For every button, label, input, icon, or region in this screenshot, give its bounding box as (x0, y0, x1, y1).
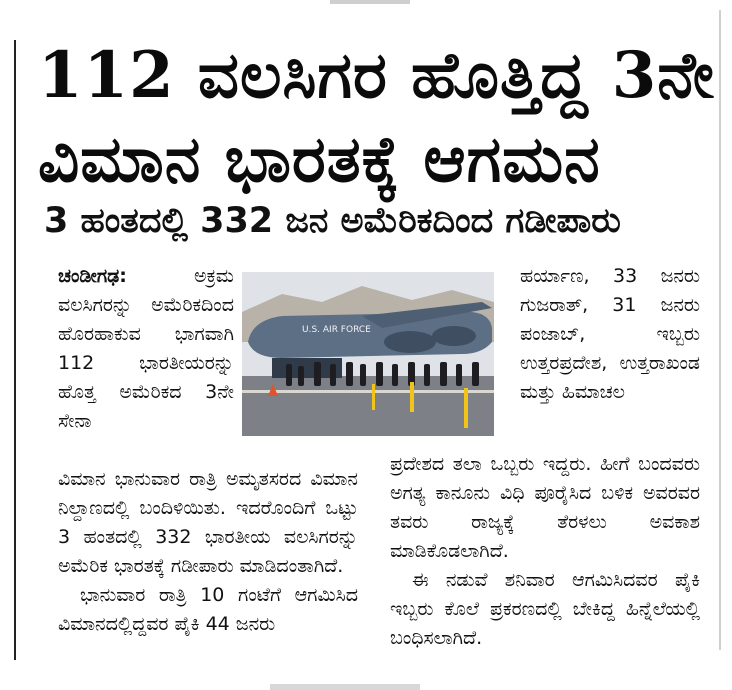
photo-tarmac (242, 376, 494, 436)
body-text-left-wide-1: ವಿಮಾನ ಭಾನುವಾರ ರಾತ್ರಿ ಅಮೃತಸರದ ವಿಮಾನ ನಿಲ್ದಾಣದಲ್ಲಿ ಬಂದಿಳಿಯಿತು. ಇದರೊಂದಿಗೆ ಒಟ್ಟು 3 ಹಂತದಲ್ಲಿ 332 ಭಾರತೀಯ ವಲಸಿಗರನ್ನು ಅಮೆರಿಕ ಭಾರತಕ್ಕೆ ಗಡೀಪಾರು ಮಾಡಿದಂತಾಗಿದೆ. (58, 468, 358, 577)
fuselage-text: U.S. AIR FORCE (302, 325, 371, 335)
body-text-right-wide-1: ಪ್ರದೇಶದ ತಲಾ ಒಬ್ಬರು ಇದ್ದರು. ಹೀಗೆ ಬಂದವರು ಅಗತ್ಯ ಕಾನೂನು ವಿಧಿ ಪೂರೈಸಿದ ಬಳಿಕ ಅವರವರ ತವರು ರಾಜ್ಯಕ್ಕೆ ತೆರಳಲು ಅವಕಾಶ ಮಾಡಿಕೊಡಲಾಗಿದೆ. (390, 453, 700, 562)
headline-line-1: 112 ವಲಸಿಗರ ಹೊತ್ತಿದ್ದ 3ನೇ (38, 38, 715, 113)
left-column-rule (14, 40, 16, 660)
body-column-right-narrow (520, 262, 700, 407)
article-photo (242, 272, 494, 436)
top-rule (330, 0, 410, 4)
body-text-right-narrow: ಹರ್ಯಾಣ, 33 ಜನರು ಗುಜರಾತ್, 31 ಜನರು ಪಂಜಾಬ್, ಇಬ್ಬರು ಉತ್ತರಪ್ರದೇಶ, ಉತ್ತರಾಖಂಡ ಮತ್ತು ಹಿಮಾಚಲ (520, 265, 700, 403)
dateline: ಚಂಡೀಗಢ: (58, 265, 127, 287)
body-column-right-wide (390, 450, 700, 653)
right-edge-rule (719, 10, 721, 650)
plane-engine-1 (384, 331, 436, 353)
plane-engine-2 (432, 326, 476, 346)
body-column-left-narrow (58, 262, 234, 436)
military-plane-illustration (242, 272, 494, 436)
headline (38, 34, 718, 202)
body-text-left-wide-2: ಭಾನುವಾರ ರಾತ್ರಿ 10 ಗಂಟೆಗೆ ಆಗಮಿಸಿದ ವಿಮಾನದಲ್ಲಿದ್ದವರ ಪೈಕಿ 44 ಜನರು (58, 584, 358, 635)
body-text-right-wide-2: ಈ ನಡುವೆ ಶನಿವಾರ ಆಗಮಿಸಿದವರ ಪೈಕಿ ಇಬ್ಬರು ಕೊಲೆ ಪ್ರಕರಣದಲ್ಲಿ ಬೇಕಿದ್ದ ಹಿನ್ನೆಲೆಯಲ್ಲಿ ಬಂಧಿಸಲಾಗಿದೆ. (390, 569, 700, 649)
bottom-cutoff-text (270, 684, 420, 690)
photo-tarmac-line (242, 390, 494, 393)
body-column-left-wide (58, 465, 358, 639)
subheadline: 3 ಹಂತದಲ್ಲಿ 332 ಜನ ಅಮೆರಿಕದಿಂದ ಗಡೀಪಾರು (44, 201, 621, 241)
body-text-left-narrow: ಅಕ್ರಮ ವಲಸಿಗರನ್ನು ಅಮೆರಿಕದಿಂದ ಹೊರಹಾಕುವ ಭಾಗವಾಗಿ 112 ಭಾರತೀಯರನ್ನು ಹೊತ್ತ ಅಮೆರಿಕದ 3ನೇ ಸೇನಾ (58, 265, 234, 432)
headline-line-2: ವಿಮಾನ ಭಾರತಕ್ಕೆ ಆಗಮನ (38, 122, 601, 197)
body-paragraph-1 (58, 262, 234, 436)
